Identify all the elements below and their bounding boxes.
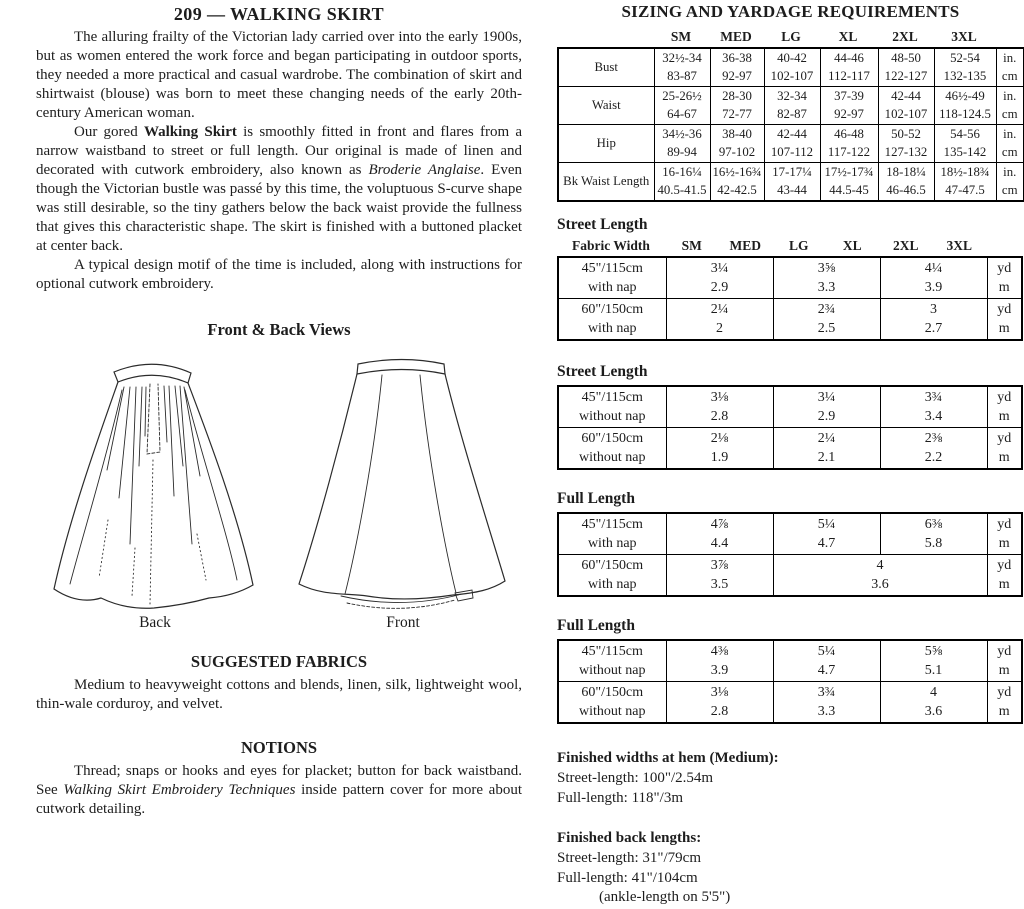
yardage-cell: 3¼ 2.9	[773, 386, 880, 428]
fabric-width-cell: 60"/150cm without nap	[558, 682, 666, 724]
back-view-label: Back	[139, 614, 171, 631]
size-label-xl: XL	[842, 238, 862, 253]
yardage-cell: 2⅜ 2.2	[880, 428, 987, 470]
finished-widths-heading: Finished widths at hem (Medium):	[557, 750, 779, 766]
size-label-lg: LG	[781, 29, 801, 44]
views-heading: Front & Back Views	[207, 320, 351, 339]
yardage-cell: 3⅝ 3.3	[773, 257, 880, 299]
yardage-cell: 3⅛ 2.8	[666, 682, 773, 724]
yardage-cell: 4⅞ 4.4	[666, 513, 773, 555]
street-length-heading: Street Length	[557, 216, 648, 233]
yardage-cell: 3⅛ 2.8	[666, 386, 773, 428]
size-label-2xl: 2XL	[892, 238, 919, 253]
yardage-cell: 2¼ 2	[666, 299, 773, 341]
unit-cell: yd m	[987, 428, 1022, 470]
table-row	[558, 555, 1022, 597]
sizing-cell: 42-44 107-112	[764, 125, 820, 163]
finished-width-line: Street-length: 100"/2.54m	[557, 770, 714, 786]
sizing-cell: 46-48 117-122	[820, 125, 878, 163]
sizing-cell: 17½-17¾ 44.5-45	[820, 163, 878, 202]
table-row	[558, 428, 1022, 470]
measure-label: Waist	[558, 87, 654, 125]
unit-cell: yd m	[987, 386, 1022, 428]
sizing-cell: 48-50 122-127	[878, 48, 934, 87]
street-length-with-nap-table	[557, 256, 1023, 341]
finished-length-line: Full-length: 41"/104cm	[557, 869, 698, 886]
unit-cell: yd m	[987, 257, 1022, 299]
finished-lengths-heading: Finished back lengths:	[557, 830, 702, 846]
embroidery-techniques-italic: Walking Skirt Embroidery Techniques	[63, 782, 296, 798]
yardage-cell: 3¼ 2.9	[666, 257, 773, 299]
finished-length-note: (ankle-length on 5'5")	[599, 889, 731, 905]
sizing-cell: 16-16¼ 40.5-41.5	[654, 163, 710, 202]
sizing-cell: 34½-36 89-94	[654, 125, 710, 163]
street-length-without-nap-table	[557, 385, 1023, 470]
sizing-cell: 32-34 82-87	[764, 87, 820, 125]
sizing-cell: 32½-34 83-87	[654, 48, 710, 87]
full-length-without-nap-table	[557, 639, 1023, 724]
table-row	[558, 87, 1024, 125]
sizing-cell: 50-52 127-132	[878, 125, 934, 163]
description-text: Our gored	[74, 124, 144, 140]
size-label-med: MED	[729, 238, 761, 253]
yardage-cell: 4⅜ 3.9	[666, 640, 773, 682]
size-label-lg: LG	[788, 238, 809, 253]
fabric-width-cell: 45"/115cm without nap	[558, 640, 666, 682]
fabric-width-header-row	[557, 238, 1024, 254]
sizing-cell: 25-26½ 64-67	[654, 87, 710, 125]
sizing-cell: 17-17¼ 43-44	[764, 163, 820, 202]
sizing-cell: 42-44 102-107	[878, 87, 934, 125]
size-label-3xl: 3XL	[946, 238, 972, 253]
unit-cell: in. cm	[996, 87, 1024, 125]
table-row	[558, 513, 1022, 555]
fabric-width-cell: 60"/150cm with nap	[558, 555, 666, 597]
yardage-cell: 3 2.7	[880, 299, 987, 341]
yardage-cell: 4 3.6	[880, 682, 987, 724]
yardage-cell: 5¼ 4.7	[773, 640, 880, 682]
notions-heading: NOTIONS	[240, 738, 318, 757]
size-label-med: MED	[720, 29, 752, 44]
yardage-cell: 4¼ 3.9	[880, 257, 987, 299]
unit-cell: in. cm	[996, 125, 1024, 163]
fabric-width-cell: 60"/150cm without nap	[558, 428, 666, 470]
table-row	[558, 640, 1022, 682]
yardage-cell: 3¾ 3.3	[773, 682, 880, 724]
front-view-label: Front	[386, 614, 420, 631]
street-length-heading: Street Length	[557, 363, 648, 380]
description-text: . Even though the Victorian bustle was passé by this time, the voluptuous S-curve shape was still desirable, so the tiny gathers below the back waist provide the fullness that gives this characteristic shape. The skirt is finished with a buttoned placket at center back.	[36, 162, 522, 254]
unit-cell: yd m	[987, 299, 1022, 341]
finished-widths-block	[557, 750, 1024, 808]
fabrics-heading: SUGGESTED FABRICS	[190, 652, 368, 671]
yardage-cell: 2¼ 2.1	[773, 428, 880, 470]
table-row	[558, 125, 1024, 163]
full-length-heading: Full Length	[557, 617, 635, 634]
yardage-cell: 2¾ 2.5	[773, 299, 880, 341]
table-row	[558, 257, 1022, 299]
sizing-cell: 18-18¼ 46-46.5	[878, 163, 934, 202]
yardage-cell: 5¼ 4.7	[773, 513, 880, 555]
table-row	[558, 682, 1022, 724]
fabric-width-cell: 45"/115cm with nap	[558, 513, 666, 555]
yardage-cell: 6⅜ 5.8	[880, 513, 987, 555]
unit-cell: yd m	[987, 640, 1022, 682]
size-header-spacer	[995, 29, 1023, 45]
full-length-with-nap-table	[557, 512, 1023, 597]
unit-cell: yd m	[987, 682, 1022, 724]
pattern-title: 209 — WALKING SKIRT	[173, 4, 385, 24]
size-label-sm: SM	[681, 238, 702, 253]
skirt-illustrations	[36, 348, 522, 632]
motif-paragraph: A typical design motif of the time is included, along with instructions for optional cutwork embroidery.	[36, 257, 522, 292]
sizing-cell: 46½-49 118-124.5	[934, 87, 996, 125]
fabric-width-cell: 45"/115cm with nap	[558, 257, 666, 299]
unit-cell: yd m	[987, 513, 1022, 555]
yardage-cell: 3⅞ 3.5	[666, 555, 773, 597]
sizing-cell: 38-40 97-102	[710, 125, 764, 163]
fabrics-paragraph: Medium to heavyweight cottons and blends, linen, silk, lightweight wool, thin-wale corduroy, and velvet.	[36, 677, 522, 712]
sizing-cell: 28-30 72-77	[710, 87, 764, 125]
size-label-sm: SM	[670, 29, 692, 44]
fabric-width-cell: 45"/115cm without nap	[558, 386, 666, 428]
size-label-xl: XL	[838, 29, 858, 44]
back-view-figure	[36, 348, 274, 632]
front-view-figure	[284, 348, 522, 632]
notions-paragraph	[36, 762, 522, 819]
finished-lengths-block	[557, 830, 1024, 908]
sizing-cell: 16½-16¾ 42-42.5	[710, 163, 764, 202]
walking-skirt-bold: Walking Skirt	[143, 124, 237, 140]
size-label-2xl: 2XL	[892, 29, 918, 44]
yardage-cell: 3¾ 3.4	[880, 386, 987, 428]
description-paragraph	[36, 123, 522, 256]
table-row	[558, 48, 1024, 87]
measure-label: Bust	[558, 48, 654, 87]
unit-cell: in. cm	[996, 48, 1024, 87]
sizing-cell: 37-39 92-97	[820, 87, 878, 125]
size-label-3xl: 3XL	[951, 29, 977, 44]
left-column	[36, 4, 522, 819]
full-length-heading: Full Length	[557, 490, 635, 507]
size-header-spacer	[557, 29, 653, 45]
unit-cell: yd m	[987, 555, 1022, 597]
yardage-cell: 2⅛ 1.9	[666, 428, 773, 470]
sizing-table	[557, 47, 1024, 202]
sizing-cell: 52-54 132-135	[934, 48, 996, 87]
fabric-width-cell: 60"/150cm with nap	[558, 299, 666, 341]
measure-label: Hip	[558, 125, 654, 163]
fabric-width-label: Fabric Width	[572, 238, 650, 253]
table-row	[558, 299, 1022, 341]
size-header-row	[557, 29, 1024, 45]
skirt-front-drawing	[285, 348, 521, 612]
sizing-heading: SIZING AND YARDAGE REQUIREMENTS	[621, 2, 960, 21]
unit-cell: in. cm	[996, 163, 1024, 202]
sizing-cell: 36-38 92-97	[710, 48, 764, 87]
skirt-back-drawing	[37, 348, 273, 612]
right-column	[557, 2, 1024, 908]
finished-width-line: Full-length: 118"/3m	[557, 789, 683, 806]
table-row	[558, 386, 1022, 428]
table-row	[558, 163, 1024, 202]
yardage-cell: 5⅝ 5.1	[880, 640, 987, 682]
sizing-cell: 54-56 135-142	[934, 125, 996, 163]
sizing-cell: 44-46 112-117	[820, 48, 878, 87]
description-text: is smoothly fitted in front and flares from a narrow waistband to street or full length. Our original is made of linen and decorated with cutwork embroidery, also known as	[36, 124, 523, 178]
notions-text: Thread; snaps or hooks and eyes for placket; button for back waistband. See	[36, 763, 522, 798]
finished-length-line: Street-length: 31"/79cm	[557, 850, 702, 866]
intro-paragraph: The alluring frailty of the Victorian lady carried over into the early 1900s, but as women entered the work force and began participating in outdoor sports, they needed a more practical and casual wardrobe. The combination of skirt and shirtwaist (blouse) was born to meet these changing needs of the early 20th-century American woman.	[36, 29, 522, 121]
yardage-cell-merged: 4 3.6	[773, 555, 987, 597]
size-header-spacer	[986, 238, 1021, 254]
notions-text: inside pattern cover for more about cutwork detailing.	[36, 782, 522, 817]
sizing-cell: 18½-18¾ 47-47.5	[934, 163, 996, 202]
broderie-anglaise-italic: Broderie Anglaise	[368, 162, 481, 178]
measure-label: Bk Waist Length	[558, 163, 654, 202]
sizing-cell: 40-42 102-107	[764, 48, 820, 87]
